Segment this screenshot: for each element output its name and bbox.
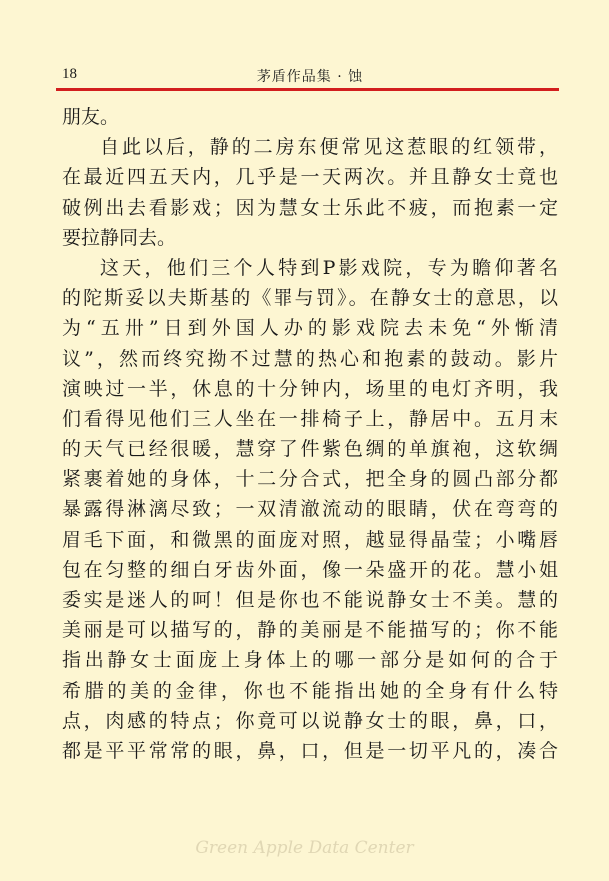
text-line: 的陀斯妥以夫斯基的《罪与罚》。在静女士的意思，以 [62,287,558,310]
text-line: 希腊的美的金律，你也不能指出她的全身有什么特 [62,679,558,702]
text-line: 委实是迷人的呵！但是你也不能说静女士不美。慧的 [62,589,558,611]
text-line: 为“五卅”日到外国人办的影戏院去未免“外惭清 [62,317,558,340]
running-title: 茅盾作品集 · 蚀 [256,69,364,85]
text-line: 暴露得淋漓尽致；一双清澈流动的眼睛，伏在弯弯的 [62,498,558,521]
body-text [62,102,558,766]
text-line: 的天气已经很暖，慧穿了件紫色绸的单旗袍，这软绸 [62,438,558,461]
text-line: 自此以后，静的二房东便常见这惹眼的红领带， [100,136,558,159]
header-rule [56,88,559,91]
text-line: 们看得见他们三人坐在一排椅子上，静居中。五月末 [62,407,558,430]
text-line: 在最近四五天内，几乎是一天两次。并且静女士竟也 [62,166,558,189]
text-line: 都是平平常常的眼，鼻，口，但是一切平凡的，凑合 [62,739,558,762]
text-line: 紧裹着她的身体，十二分合式，把全身的圆凸部分都 [62,468,558,491]
text-line: 这天，他们三个人特到P影戏院，专为瞻仰著名 [100,256,558,279]
watermark: Green Apple Data Center [195,838,414,858]
text-line: 议”，然而终究拗不过慧的热心和抱素的鼓动。影片 [62,347,558,370]
text-line: 指出静女士面庞上身体上的哪一部分是如何的合于 [62,649,558,672]
text-line: 演映过一半，休息的十分钟内，场里的电灯齐明，我 [62,377,558,400]
text-line: 眉毛下面，和微黑的面庞对照，越显得晶莹；小嘴唇 [62,528,558,551]
text-line: 包在匀整的细白牙齿外面，像一朵盛开的花。慧小姐 [62,558,558,581]
page-header [60,66,560,88]
text-line: 破例出去看影戏；因为慧女士乐此不疲，而抱素一定 [62,196,558,219]
text-line: 点，肉感的特点；你竟可以说静女士的眼，鼻，口， [62,709,558,732]
text-line: 美丽是可以描写的，静的美丽是不能描写的；你不能 [62,619,558,642]
text-line: 朋友。 [62,106,120,128]
page-number: 18 [62,66,77,82]
text-line: 要拉静同去。 [62,226,177,249]
